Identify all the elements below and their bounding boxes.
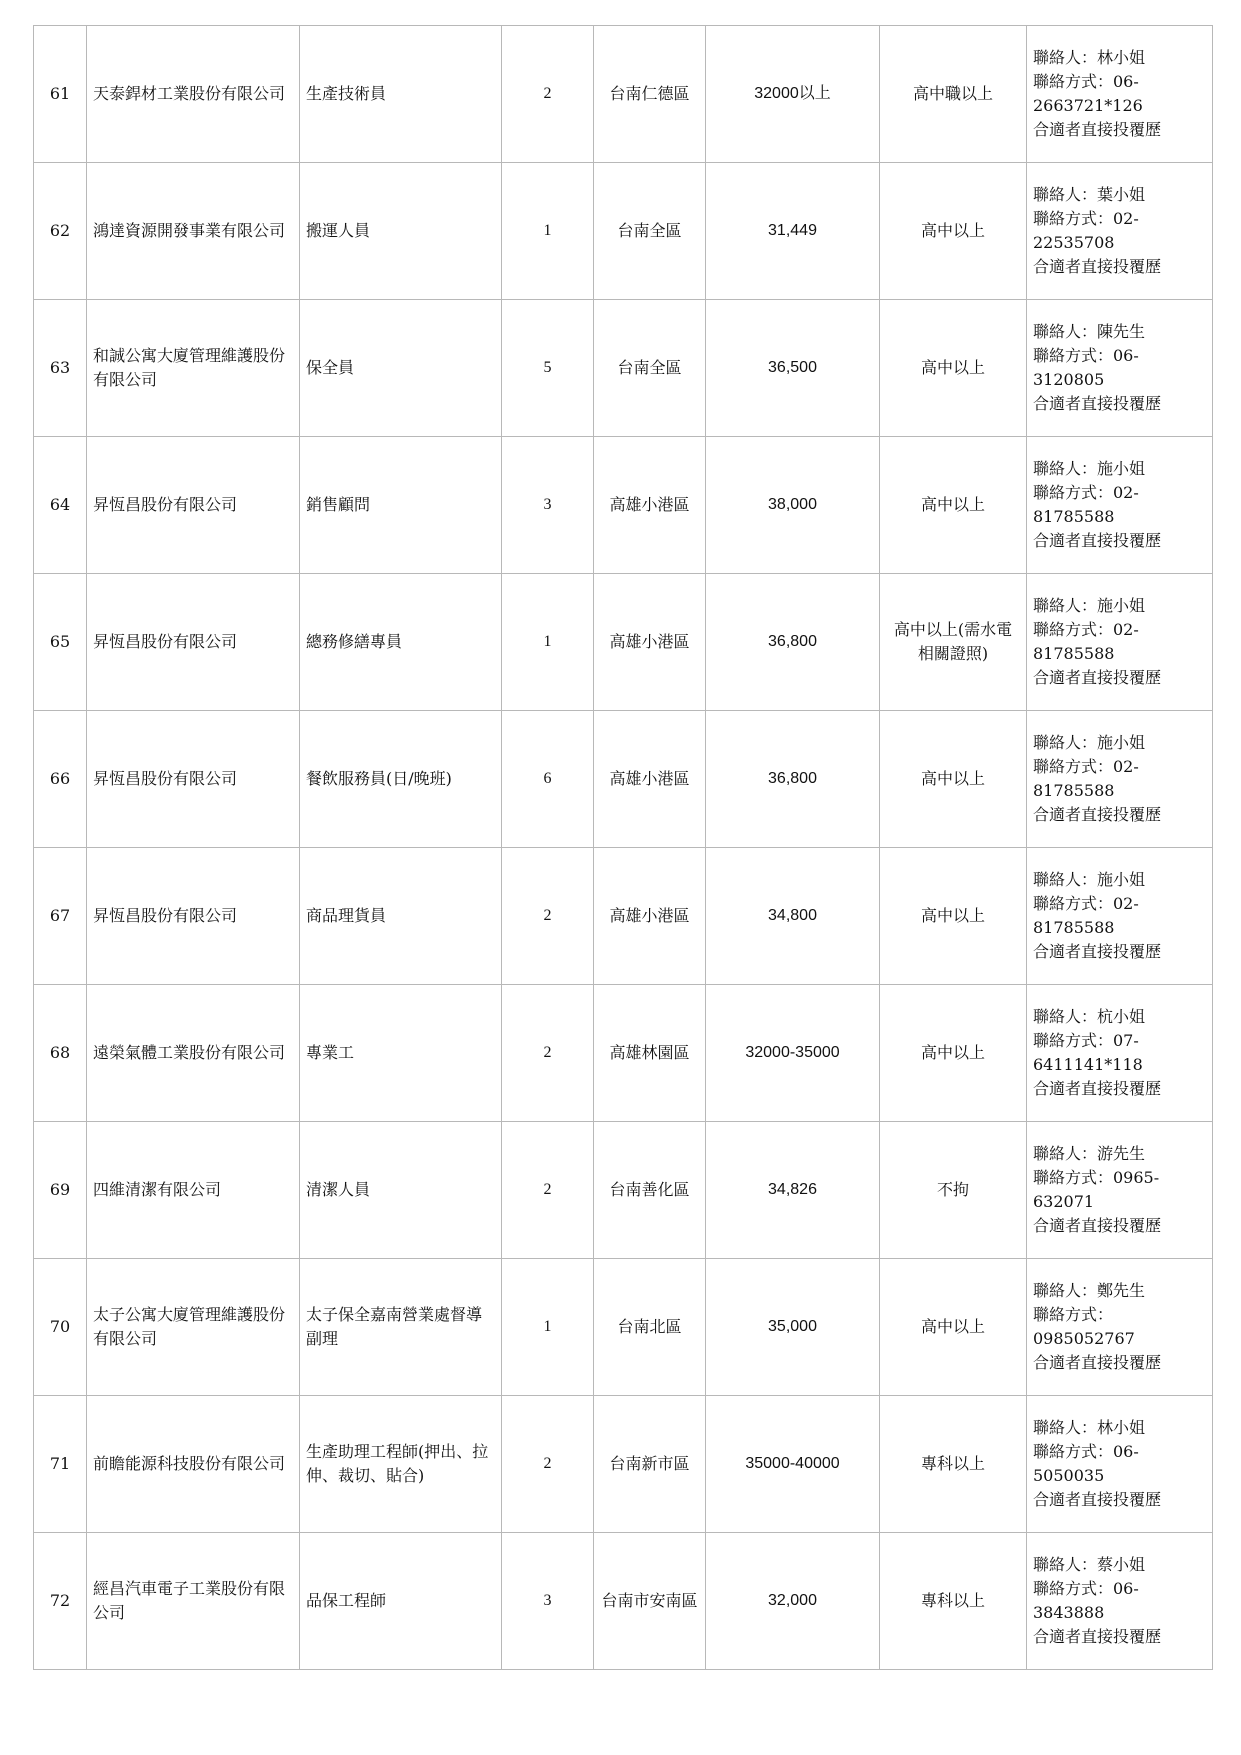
company-name: 天泰銲材工業股份有限公司 <box>87 26 300 163</box>
table-row <box>34 711 1213 848</box>
contact-info <box>1027 300 1213 437</box>
company-name: 昇恆昌股份有限公司 <box>87 574 300 711</box>
contact-info <box>1027 163 1213 300</box>
job-listing-table <box>33 25 1213 1670</box>
contact-line: 632071 <box>1033 1192 1095 1211</box>
table-body <box>34 26 1213 1670</box>
contact-line: 聯絡方式：06- <box>1033 346 1139 365</box>
company-name: 鴻達資源開發事業有限公司 <box>87 163 300 300</box>
work-location: 台南全區 <box>594 163 706 300</box>
openings-count: 2 <box>502 1122 594 1259</box>
salary: 32000以上 <box>706 26 880 163</box>
education-requirement: 高中以上 <box>880 300 1027 437</box>
job-title: 品保工程師 <box>300 1533 502 1670</box>
contact-line: 聯絡人：林小姐 <box>1033 48 1146 67</box>
contact-line: 2663721*126 <box>1033 96 1143 115</box>
contact-line: 聯絡方式：0965- <box>1033 1168 1160 1187</box>
education-requirement: 高中以上 <box>880 1259 1027 1396</box>
work-location: 高雄小港區 <box>594 848 706 985</box>
row-number: 68 <box>34 985 87 1122</box>
openings-count: 3 <box>502 437 594 574</box>
table-row <box>34 163 1213 300</box>
job-title: 銷售顧問 <box>300 437 502 574</box>
work-location: 高雄小港區 <box>594 711 706 848</box>
table-row <box>34 1396 1213 1533</box>
work-location: 台南仁德區 <box>594 26 706 163</box>
salary: 38,000 <box>706 437 880 574</box>
contact-info <box>1027 574 1213 711</box>
contact-info <box>1027 985 1213 1122</box>
education-requirement: 不拘 <box>880 1122 1027 1259</box>
row-number: 70 <box>34 1259 87 1396</box>
contact-line: 81785588 <box>1033 781 1115 800</box>
openings-count: 5 <box>502 300 594 437</box>
salary: 34,800 <box>706 848 880 985</box>
contact-line: 聯絡方式：02- <box>1033 620 1139 639</box>
row-number: 67 <box>34 848 87 985</box>
contact-line: 聯絡方式：06- <box>1033 72 1139 91</box>
row-number: 65 <box>34 574 87 711</box>
salary: 34,826 <box>706 1122 880 1259</box>
contact-info <box>1027 848 1213 985</box>
contact-line: 5050035 <box>1033 1466 1105 1485</box>
contact-info <box>1027 26 1213 163</box>
contact-line: 聯絡方式：02- <box>1033 757 1139 776</box>
contact-info <box>1027 1122 1213 1259</box>
openings-count: 1 <box>502 1259 594 1396</box>
table-row <box>34 985 1213 1122</box>
contact-info <box>1027 437 1213 574</box>
contact-line: 合適者直接投覆歷 <box>1033 1216 1162 1235</box>
contact-line: 22535708 <box>1033 233 1115 252</box>
work-location: 台南北區 <box>594 1259 706 1396</box>
contact-line: 聯絡人：施小姐 <box>1033 459 1146 478</box>
row-number: 64 <box>34 437 87 574</box>
row-number: 66 <box>34 711 87 848</box>
contact-line: 0985052767 <box>1033 1329 1135 1348</box>
work-location: 高雄林園區 <box>594 985 706 1122</box>
salary: 36,500 <box>706 300 880 437</box>
salary: 36,800 <box>706 711 880 848</box>
row-number: 72 <box>34 1533 87 1670</box>
openings-count: 2 <box>502 1396 594 1533</box>
contact-line: 合適者直接投覆歷 <box>1033 120 1162 139</box>
contact-line: 6411141*118 <box>1033 1055 1143 1074</box>
contact-line: 聯絡方式：06- <box>1033 1442 1139 1461</box>
contact-line: 聯絡方式： <box>1033 1305 1114 1324</box>
contact-line: 81785588 <box>1033 507 1115 526</box>
work-location: 台南善化區 <box>594 1122 706 1259</box>
education-requirement: 專科以上 <box>880 1533 1027 1670</box>
contact-line: 合適者直接投覆歷 <box>1033 942 1162 961</box>
contact-line: 聯絡人：蔡小姐 <box>1033 1555 1146 1574</box>
job-title: 生產技術員 <box>300 26 502 163</box>
company-name: 太子公寓大廈管理維護股份有限公司 <box>87 1259 300 1396</box>
contact-line: 合適者直接投覆歷 <box>1033 394 1162 413</box>
salary: 35000-40000 <box>706 1396 880 1533</box>
salary: 35,000 <box>706 1259 880 1396</box>
job-title: 搬運人員 <box>300 163 502 300</box>
job-title: 保全員 <box>300 300 502 437</box>
openings-count: 2 <box>502 26 594 163</box>
work-location: 台南市安南區 <box>594 1533 706 1670</box>
contact-line: 3120805 <box>1033 370 1105 389</box>
contact-info <box>1027 1396 1213 1533</box>
openings-count: 2 <box>502 985 594 1122</box>
openings-count: 1 <box>502 163 594 300</box>
company-name: 和誠公寓大廈管理維護股份有限公司 <box>87 300 300 437</box>
education-requirement: 高中以上 <box>880 163 1027 300</box>
company-name: 前瞻能源科技股份有限公司 <box>87 1396 300 1533</box>
work-location: 台南全區 <box>594 300 706 437</box>
job-title: 總務修繕專員 <box>300 574 502 711</box>
contact-line: 合適者直接投覆歷 <box>1033 531 1162 550</box>
row-number: 69 <box>34 1122 87 1259</box>
openings-count: 1 <box>502 574 594 711</box>
contact-line: 聯絡人：施小姐 <box>1033 596 1146 615</box>
work-location: 台南新市區 <box>594 1396 706 1533</box>
contact-line: 聯絡方式：02- <box>1033 483 1139 502</box>
company-name: 昇恆昌股份有限公司 <box>87 848 300 985</box>
company-name: 遠榮氣體工業股份有限公司 <box>87 985 300 1122</box>
row-number: 62 <box>34 163 87 300</box>
salary: 32,000 <box>706 1533 880 1670</box>
contact-info <box>1027 1533 1213 1670</box>
education-requirement: 高中以上 <box>880 985 1027 1122</box>
table-row <box>34 574 1213 711</box>
openings-count: 3 <box>502 1533 594 1670</box>
contact-line: 合適者直接投覆歷 <box>1033 668 1162 687</box>
openings-count: 2 <box>502 848 594 985</box>
company-name: 經昌汽車電子工業股份有限公司 <box>87 1533 300 1670</box>
contact-info <box>1027 711 1213 848</box>
job-title: 專業工 <box>300 985 502 1122</box>
contact-line: 聯絡人：鄭先生 <box>1033 1281 1146 1300</box>
contact-line: 81785588 <box>1033 644 1115 663</box>
contact-line: 聯絡人：葉小姐 <box>1033 185 1146 204</box>
table-row <box>34 26 1213 163</box>
job-title: 太子保全嘉南營業處督導副理 <box>300 1259 502 1396</box>
education-requirement: 高中以上(需水電相關證照) <box>880 574 1027 711</box>
company-name: 昇恆昌股份有限公司 <box>87 437 300 574</box>
salary: 36,800 <box>706 574 880 711</box>
work-location: 高雄小港區 <box>594 574 706 711</box>
salary: 31,449 <box>706 163 880 300</box>
table-row <box>34 437 1213 574</box>
contact-line: 合適者直接投覆歷 <box>1033 1079 1162 1098</box>
table-row <box>34 1122 1213 1259</box>
contact-info <box>1027 1259 1213 1396</box>
contact-line: 合適者直接投覆歷 <box>1033 1627 1162 1646</box>
job-title: 商品理貨員 <box>300 848 502 985</box>
contact-line: 聯絡方式：06- <box>1033 1579 1139 1598</box>
contact-line: 聯絡方式：02- <box>1033 894 1139 913</box>
contact-line: 聯絡方式：02- <box>1033 209 1139 228</box>
company-name: 昇恆昌股份有限公司 <box>87 711 300 848</box>
job-title: 餐飲服務員(日/晚班) <box>300 711 502 848</box>
contact-line: 聯絡人：陳先生 <box>1033 322 1146 341</box>
salary: 32000-35000 <box>706 985 880 1122</box>
table-row <box>34 848 1213 985</box>
company-name: 四維清潔有限公司 <box>87 1122 300 1259</box>
openings-count: 6 <box>502 711 594 848</box>
contact-line: 合適者直接投覆歷 <box>1033 1490 1162 1509</box>
education-requirement: 高中以上 <box>880 711 1027 848</box>
table-row <box>34 1259 1213 1396</box>
contact-line: 聯絡人：林小姐 <box>1033 1418 1146 1437</box>
contact-line: 合適者直接投覆歷 <box>1033 257 1162 276</box>
job-title: 清潔人員 <box>300 1122 502 1259</box>
contact-line: 聯絡人：杭小姐 <box>1033 1007 1146 1026</box>
work-location: 高雄小港區 <box>594 437 706 574</box>
row-number: 63 <box>34 300 87 437</box>
table-row <box>34 1533 1213 1670</box>
education-requirement: 高中職以上 <box>880 26 1027 163</box>
contact-line: 81785588 <box>1033 918 1115 937</box>
job-title: 生產助理工程師(押出、拉伸、裁切、貼合) <box>300 1396 502 1533</box>
education-requirement: 高中以上 <box>880 848 1027 985</box>
education-requirement: 專科以上 <box>880 1396 1027 1533</box>
contact-line: 合適者直接投覆歷 <box>1033 1353 1162 1372</box>
education-requirement: 高中以上 <box>880 437 1027 574</box>
contact-line: 聯絡人：施小姐 <box>1033 733 1146 752</box>
contact-line: 聯絡人：施小姐 <box>1033 870 1146 889</box>
contact-line: 聯絡方式：07- <box>1033 1031 1139 1050</box>
contact-line: 合適者直接投覆歷 <box>1033 805 1162 824</box>
contact-line: 聯絡人：游先生 <box>1033 1144 1146 1163</box>
row-number: 61 <box>34 26 87 163</box>
row-number: 71 <box>34 1396 87 1533</box>
contact-line: 3843888 <box>1033 1603 1105 1622</box>
table-row <box>34 300 1213 437</box>
